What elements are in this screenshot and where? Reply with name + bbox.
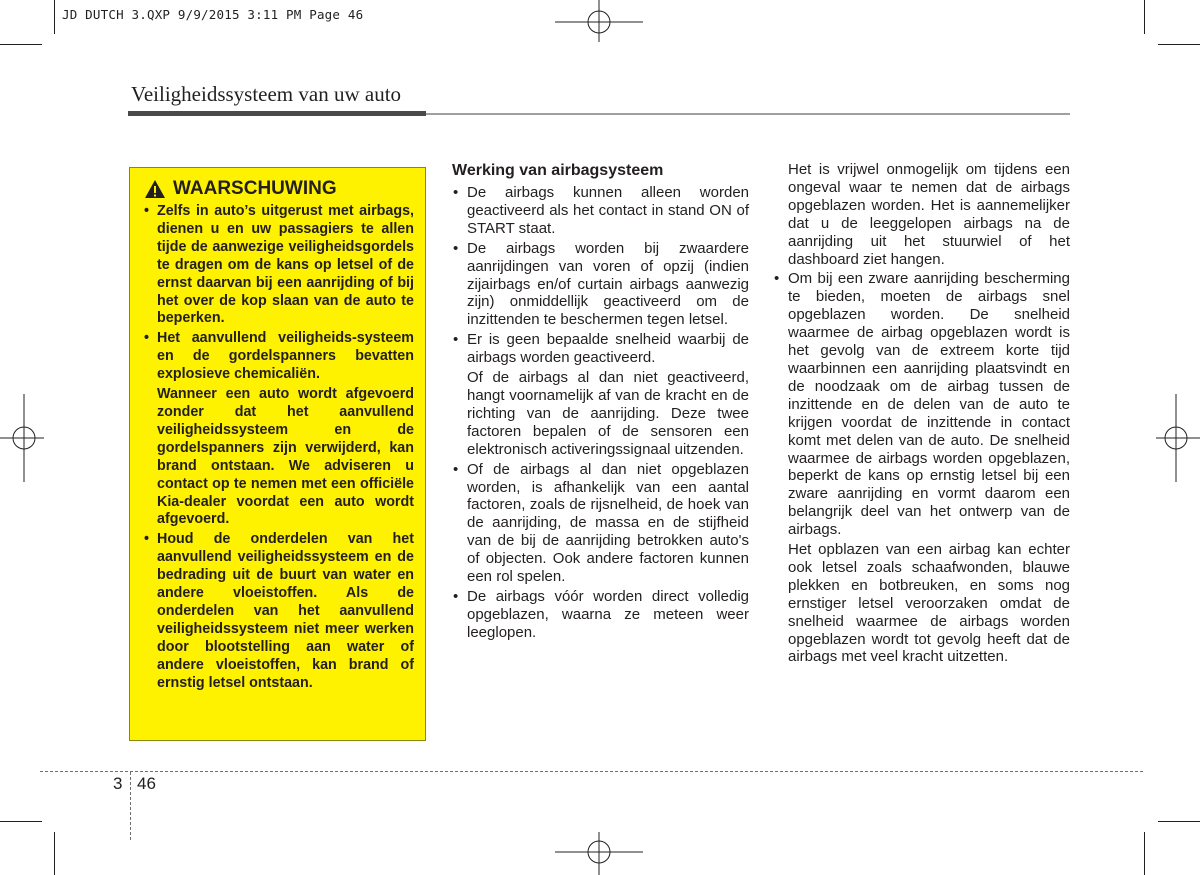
list-item-text: Er is geen bepaalde snelheid waarbij de airbags worden geactiveerd. [467,331,749,367]
header-rule [128,111,426,116]
list-item-extra: Het opblazen van een airbag kan echter ook letsel zoals schaafwonden, blauwe plekken en botbreuken, en soms nog ernstiger letsel veroorzaken omdat de snelheid waarmee de airbags worden opgeblazen wordt tot gevolg heeft dat de airbags met veel kracht uitzetten. [788,541,1070,666]
printer-slug: JD DUTCH 3.QXP 9/9/2015 3:11 PM Page 46 [62,7,364,22]
airbag-operation-list [452,184,749,642]
warning-box [129,167,426,741]
page-number: 46 [137,774,156,793]
warning-item-extra: Wanneer een auto wordt afgevoerd zonder dat het aanvullend veiligheidssysteem en de gordelspanners zijn verwijderd, kan brand ontstaan. We adviseren u contact op te nemen met een officiële Kia-dealer voordat een auto wordt afgevoerd. [157,386,414,528]
airbag-operation-heading: Werking van airbagsysteem [452,162,664,179]
list-item [452,461,749,586]
list-item-text: Of de airbags al dan niet opgeblazen worden, is afhankelijk van een aantal factoren, zoals de rijsnelheid, de hoek van de aanrijding, de massa en de stijfheid van de bij de aanrijding betrokken auto's of objecten. Ook andere factoren kunnen een rol spelen. [467,460,749,586]
warning-heading [144,178,414,200]
list-item-text: Om bij een zware aanrijding bescherming te bieden, moeten de airbags snel opgeblazen worden. De snelheid waarmee de airbag opgeblazen wordt is het gevolg van de extreem korte tijd waarbinnen een aanrijding plaatsvindt en de noodzaak om de airbag tussen de inzittende en de delen van de auto te krijgen voordat de inzittende in contact komt met delen van de auto. De snelheid waarmee de airbags worden opgeblazen, beperkt de kans op ernstig letsel bij een zware aanrijding en vormt daarom een belangrijk deel van het ontwerp van de airbags. [788,270,1070,539]
warning-item [142,330,414,529]
warning-item-text: Houd de onderdelen van het aanvullend veiligheidssysteem en de bedrading uit de buurt van water en andere vloeistoffen. Als de onderdelen van het aanvullend veiligheidssysteem niet meer werken door blootstelling aan water of andere vloeistoffen, kan brand of ernstig letsel ontstaan. [157,531,414,691]
airbag-inflation-list [773,270,1070,666]
section-header-title: Veiligheidssysteem van uw auto [131,82,402,106]
list-item [773,270,1070,666]
page-number-divider [130,772,131,840]
footer-dashed-rule [40,771,1143,772]
list-item-text: De airbags worden bij zwaardere aanrijdingen van voren of opzij (indien zijairbags en/of curtain airbags aanwezig zijn) onmiddellijk geactiveerd om de inzittenden te beschermen tegen letsel. [467,239,749,329]
list-item [452,331,749,458]
warning-item-text: Het aanvullend veiligheids-systeem en de gordelspanners bevatten explosieve chemicaliën. [157,330,414,383]
list-item-extra: Of de airbags al dan niet geactiveerd, hangt voornamelijk af van de kracht en de richting van de aanrijding. Deze twee factoren bepalen of de sensoren een elektronisch activeringssignaal uitzenden. [467,369,749,458]
middle-column [452,161,749,644]
list-item [452,240,749,330]
warning-triangle-icon [144,179,166,199]
list-item [452,588,749,642]
warning-item-text: Zelfs in auto’s uitgerust met airbags, dienen u en uw passagiers te allen tijde de aanwezige veiligheidsgordels te dragen om de kans op letsel of de ernst daarvan bij een aanrijding of bij het over de kop slaan van de auto te beperken. [157,203,414,327]
warning-list [142,203,414,692]
warning-item [142,531,414,692]
list-item-text: De airbags vóór worden direct volledig opgeblazen, waarna ze meteen weer leeglopen. [467,587,749,641]
chapter-number: 3 [113,774,123,793]
intro-paragraph: Het is vrijwel onmogelijk om tijdens een ongeval waar te nemen dat de airbags opgeblazen worden. Het is aannemelijker dat u de leeggelopen airbags na de aanrijding uit het stuurwiel of het dashboard ziet hangen. [788,161,1070,268]
list-item-text: De airbags kunnen alleen worden geactiveerd als het contact in stand ON of START staat. [467,184,749,237]
warning-item [142,203,414,328]
warning-title: WAARSCHUWING [173,178,337,199]
header-rule-light [426,113,1070,115]
right-column [773,161,1070,668]
list-item [452,184,749,238]
